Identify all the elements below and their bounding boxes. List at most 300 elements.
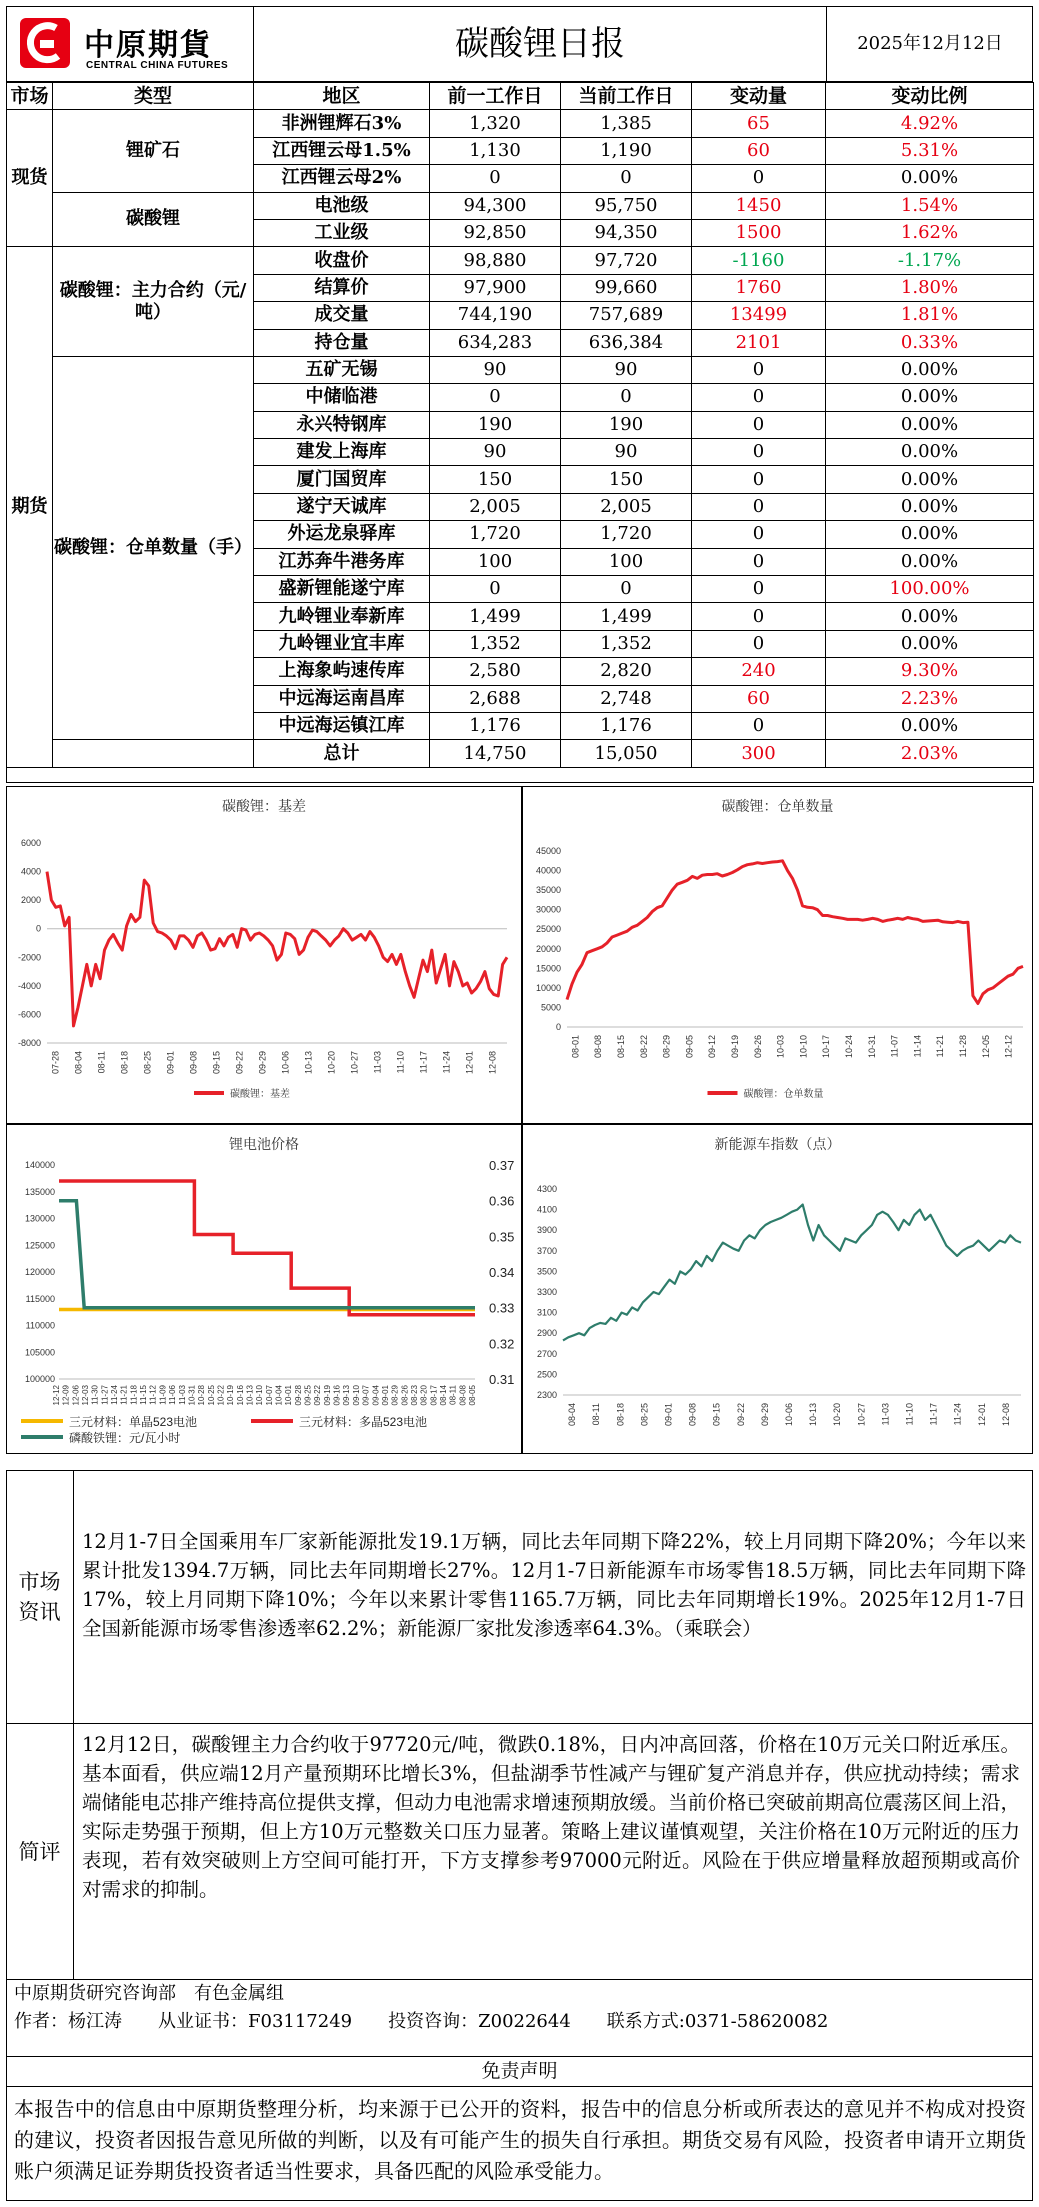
header-prev-day: 前一工作日 [430, 83, 561, 110]
prev-day-cell: 97,900 [430, 274, 561, 301]
prev-day-cell: 1,176 [430, 712, 561, 739]
x-tick-label: 10-16 [235, 1385, 245, 1406]
y-tick-label: 4100 [536, 1204, 557, 1215]
author-text: 作者：杨江涛 从业证书：F03117249 投资咨询：Z0022644 联系方式:0371-58620082 [14, 2011, 829, 2032]
change-pct-cell: 0.00% [826, 630, 1034, 657]
change-cell: 13499 [692, 302, 826, 329]
region-cell: 江苏奔牛港务库 [254, 548, 430, 575]
x-tick-label: 08-18 [119, 1051, 130, 1075]
y-tick-label: 2700 [536, 1348, 557, 1359]
y-tick-label: 4300 [536, 1184, 557, 1194]
x-tick-label: 12-01 [464, 1051, 475, 1075]
market-info-text: 12月1-7日全国乘用车厂家新能源批发19.1万辆，同比去年同期下降22%，较上月同期下降20%；今年以来累计批发1394.7万辆，同比去年同期增长27%。12月1-7日新能源车市场零售18.5万辆，同比去年同期下降17%，较上月同期下降10%；今年以来累计零售1165.7万辆，同比去年同期增长19%。2025年12月1-7日全国新能源市场零售渗透率62.2%；新能源厂家批发渗透率64.3%。（乘联会） [82, 1530, 1026, 1640]
type-cell-main-contract: 碳酸锂：主力合约（元/吨） [53, 247, 254, 357]
x-tick-label: 10-06 [784, 1403, 794, 1427]
region-cell: 厦门国贸库 [254, 466, 430, 493]
y-right-tick-label: 0.32 [489, 1336, 515, 1352]
y-tick-label: 3300 [536, 1287, 557, 1297]
prev-day-cell: 190 [430, 411, 561, 438]
x-tick-label: 09-26 [752, 1035, 763, 1059]
x-tick-label: 08-11 [591, 1403, 602, 1426]
x-tick-label: 09-12 [707, 1035, 718, 1059]
x-tick-label: 08-25 [142, 1051, 153, 1075]
y-tick-label: 3700 [536, 1245, 557, 1256]
region-cell: 江西锂云母1.5% [254, 137, 430, 164]
prev-day-cell: 0 [430, 165, 561, 192]
change-cell: 300 [692, 740, 826, 767]
prev-day-cell: 94,300 [430, 192, 561, 219]
x-tick-label: 08-29 [661, 1035, 672, 1059]
change-pct-cell: 9.30% [826, 658, 1034, 685]
x-tick-label: 10-10 [798, 1035, 809, 1059]
region-cell: 中远海运南昌库 [254, 685, 430, 712]
y-tick-label: 3500 [536, 1266, 557, 1277]
change-pct-cell: 4.92% [826, 110, 1034, 137]
change-pct-cell: 0.00% [826, 603, 1034, 630]
change-pct-cell: 1.81% [826, 302, 1034, 329]
y-tick-label: 4000 [20, 866, 41, 877]
change-cell: 60 [692, 685, 826, 712]
x-tick-label: 09-28 [293, 1385, 303, 1406]
change-cell: 65 [692, 110, 826, 137]
y-left-tick-label: 115000 [25, 1293, 55, 1304]
prev-day-cell: 2,688 [430, 685, 561, 712]
y-left-tick-label: 120000 [24, 1267, 55, 1277]
prev-day-cell: 744,190 [430, 302, 561, 329]
nev-index-chart [522, 1124, 1033, 1454]
logo-mark-icon [20, 18, 70, 68]
y-tick-label: 5000 [540, 1002, 561, 1013]
change-pct-cell: 0.00% [826, 712, 1034, 739]
table-row [7, 740, 1034, 767]
table-row [7, 110, 1034, 137]
x-tick-label: 10-27 [856, 1403, 867, 1427]
x-tick-label: 10-19 [226, 1385, 236, 1406]
x-tick-label: 12-08 [1000, 1403, 1011, 1427]
x-tick-label: 09-29 [257, 1051, 268, 1075]
x-tick-label: 09-08 [687, 1403, 698, 1427]
series-line [47, 872, 507, 1026]
disclaimer-title: 免责声明 [481, 2060, 558, 2082]
company-logo [6, 6, 254, 82]
x-tick-label: 08-08 [458, 1385, 468, 1406]
x-tick-label: 11-21 [119, 1385, 129, 1405]
x-tick-label: 08-29 [390, 1385, 400, 1406]
x-tick-label: 11-24 [441, 1051, 452, 1074]
change-pct-cell: 1.80% [826, 274, 1034, 301]
x-tick-label: 08-14 [438, 1385, 448, 1406]
curr-day-cell: 100 [561, 548, 692, 575]
region-cell: 总计 [254, 740, 430, 767]
x-tick-label: 09-01 [663, 1403, 674, 1427]
x-tick-label: 11-06 [168, 1385, 178, 1405]
curr-day-cell: 636,384 [561, 329, 692, 356]
region-cell: 永兴特钢库 [254, 411, 430, 438]
x-tick-label: 11-14 [912, 1035, 923, 1058]
region-cell: 持仓量 [254, 329, 430, 356]
prev-day-cell: 634,283 [430, 329, 561, 356]
x-tick-label: 11-17 [418, 1051, 429, 1074]
x-tick-label: 11-27 [100, 1385, 110, 1405]
x-tick-label: 11-24 [110, 1385, 120, 1405]
curr-day-cell: 15,050 [561, 740, 692, 767]
table-row [7, 247, 1034, 274]
x-tick-label: 11-10 [395, 1051, 406, 1074]
y-tick-label: 15000 [535, 963, 561, 974]
table-row [7, 192, 1034, 219]
comment-label: 简评 [6, 1724, 74, 1980]
x-tick-label: 10-07 [264, 1385, 274, 1406]
legend-label: 碳酸锂：基差 [230, 1089, 290, 1100]
change-pct-cell: 1.54% [826, 192, 1034, 219]
x-tick-label: 10-13 [303, 1051, 314, 1075]
header-type: 类型 [53, 83, 254, 110]
change-pct-cell: 0.00% [826, 521, 1034, 548]
change-cell: 0 [692, 439, 826, 466]
y-tick-label: 2500 [536, 1369, 557, 1380]
x-tick-label: 10-22 [216, 1385, 226, 1406]
header-change-pct: 变动比例 [826, 83, 1034, 110]
footer-divider [6, 2056, 1033, 2057]
type-cell-warrant: 碳酸锂：仓单数量（手） [53, 356, 254, 739]
y-tick-label: 40000 [535, 865, 561, 876]
change-cell: 0 [692, 576, 826, 603]
curr-day-cell: 150 [561, 466, 692, 493]
curr-day-cell: 1,352 [561, 630, 692, 657]
x-tick-label: 10-28 [197, 1385, 207, 1406]
x-tick-label: 08-26 [400, 1385, 410, 1406]
change-pct-cell: 0.00% [826, 411, 1034, 438]
y-tick-label: 6000 [20, 838, 41, 848]
curr-day-cell: 90 [561, 439, 692, 466]
x-tick-label: 11-09 [158, 1385, 168, 1405]
y-tick-label: -2000 [17, 952, 41, 963]
x-tick-label: 11-10 [904, 1403, 915, 1426]
change-cell: 0 [692, 411, 826, 438]
x-tick-label: 12-09 [61, 1385, 71, 1406]
x-tick-label: 11-30 [90, 1385, 100, 1405]
region-cell: 收盘价 [254, 247, 430, 274]
change-cell: 1760 [692, 274, 826, 301]
curr-day-cell: 2,748 [561, 685, 692, 712]
battery-price-chart [6, 1124, 522, 1454]
curr-day-cell: 99,660 [561, 274, 692, 301]
curr-day-cell: 190 [561, 411, 692, 438]
y-tick-label: 10000 [535, 982, 561, 993]
logo-en-text: CENTRAL CHINA FUTURES [86, 60, 229, 71]
x-tick-label: 10-17 [821, 1035, 832, 1059]
x-tick-label: 09-01 [165, 1051, 176, 1075]
change-cell: 0 [692, 548, 826, 575]
curr-day-cell: 0 [561, 576, 692, 603]
prev-day-cell: 90 [430, 356, 561, 383]
change-cell: 0 [692, 521, 826, 548]
x-tick-label: 09-16 [332, 1385, 342, 1406]
region-cell: 中远海运镇江库 [254, 712, 430, 739]
x-tick-label: 08-04 [73, 1051, 84, 1075]
legend-label: 磷酸铁锂：元/瓦小时 [69, 1431, 181, 1445]
type-cell-empty [53, 740, 254, 767]
region-cell: 中储临港 [254, 384, 430, 411]
curr-day-cell: 1,190 [561, 137, 692, 164]
header-market: 市场 [7, 83, 53, 110]
header-change: 变动量 [692, 83, 826, 110]
x-tick-label: 09-13 [342, 1385, 352, 1406]
region-cell: 九岭锂业宜丰库 [254, 630, 430, 657]
report-title: 碳酸锂日报 [254, 6, 827, 82]
change-pct-cell: 0.00% [826, 356, 1034, 383]
x-tick-label: 10-20 [326, 1051, 337, 1075]
y-right-tick-label: 0.35 [489, 1229, 515, 1245]
change-cell: 0 [692, 603, 826, 630]
x-tick-label: 08-23 [409, 1385, 419, 1406]
prev-day-cell: 98,880 [430, 247, 561, 274]
x-tick-label: 08-15 [616, 1035, 626, 1059]
x-tick-label: 12-12 [52, 1385, 61, 1406]
curr-day-cell: 2,820 [561, 658, 692, 685]
warrant-chart [522, 786, 1033, 1124]
region-cell: 遂宁天诚库 [254, 493, 430, 520]
curr-day-cell: 2,005 [561, 493, 692, 520]
y-left-tick-label: 130000 [24, 1213, 55, 1224]
y-right-tick-label: 0.33 [489, 1300, 515, 1316]
x-tick-label: 11-15 [139, 1385, 149, 1405]
y-tick-label: 3100 [536, 1307, 557, 1318]
x-tick-label: 09-22 [313, 1385, 323, 1406]
x-tick-label: 08-11 [96, 1051, 107, 1074]
curr-day-cell: 1,385 [561, 110, 692, 137]
y-right-tick-label: 0.31 [489, 1372, 515, 1387]
change-pct-cell: 5.31% [826, 137, 1034, 164]
change-cell: 0 [692, 630, 826, 657]
y-tick-label: 0 [35, 923, 41, 934]
x-tick-label: 09-04 [371, 1385, 381, 1406]
region-cell: 成交量 [254, 302, 430, 329]
x-tick-label: 09-07 [361, 1385, 371, 1406]
y-left-tick-label: 105000 [24, 1347, 55, 1358]
region-cell: 盛新锂能遂宁库 [254, 576, 430, 603]
x-tick-label: 11-21 [935, 1035, 946, 1058]
change-pct-cell: 2.03% [826, 740, 1034, 767]
prev-day-cell: 0 [430, 384, 561, 411]
region-cell: 工业级 [254, 219, 430, 246]
prev-day-cell: 92,850 [430, 219, 561, 246]
x-tick-label: 09-10 [351, 1385, 361, 1406]
y-tick-label: 30000 [535, 904, 561, 915]
x-tick-label: 08-20 [419, 1385, 429, 1406]
y-tick-label: 25000 [535, 924, 561, 935]
change-cell: 60 [692, 137, 826, 164]
report-date: 2025年12月12日 [857, 33, 1003, 54]
y-tick-label: -8000 [17, 1038, 41, 1048]
x-tick-label: 11-03 [880, 1403, 891, 1426]
x-tick-label: 08-01 [570, 1035, 581, 1059]
x-tick-label: 09-19 [322, 1385, 332, 1406]
x-tick-label: 10-31 [187, 1385, 197, 1406]
region-cell: 江西锂云母2% [254, 165, 430, 192]
change-cell: 2101 [692, 329, 826, 356]
region-cell: 九岭锂业奉新库 [254, 603, 430, 630]
x-tick-label: 11-24 [952, 1403, 963, 1426]
table-spacer-cell [7, 767, 1034, 782]
change-cell: 240 [692, 658, 826, 685]
region-cell: 结算价 [254, 274, 430, 301]
y-right-tick-label: 0.37 [489, 1158, 515, 1173]
region-cell: 上海象屿速传库 [254, 658, 430, 685]
x-tick-label: 09-08 [188, 1051, 199, 1075]
x-tick-label: 10-13 [245, 1385, 255, 1406]
y-tick-label: 2300 [536, 1390, 557, 1400]
legend-label: 三元材料：多晶523电池 [299, 1415, 428, 1429]
change-pct-cell: 1.62% [826, 219, 1034, 246]
x-tick-label: 09-05 [684, 1035, 695, 1059]
y-right-tick-label: 0.34 [489, 1265, 515, 1280]
prev-day-cell: 2,580 [430, 658, 561, 685]
curr-day-cell: 90 [561, 356, 692, 383]
x-tick-label: 11-03 [177, 1385, 187, 1405]
curr-day-cell: 1,720 [561, 521, 692, 548]
region-cell: 五矿无锡 [254, 356, 430, 383]
region-cell: 建发上海库 [254, 439, 430, 466]
prev-day-cell: 1,352 [430, 630, 561, 657]
curr-day-cell: 0 [561, 384, 692, 411]
change-pct-cell: 0.00% [826, 439, 1034, 466]
prev-day-cell: 1,130 [430, 137, 561, 164]
x-tick-label: 12-08 [487, 1051, 498, 1075]
curr-day-cell: 95,750 [561, 192, 692, 219]
legend-label: 三元材料：单晶523电池 [69, 1415, 198, 1429]
change-pct-cell: 0.33% [826, 329, 1034, 356]
comment-text: 12月12日，碳酸锂主力合约收于97720元/吨，微跌0.18%，日内冲高回落，价格在10万元关口附近承压。基本面看，供应端12月产量预期环比增长3%，但盐湖季节性减产与锂矿复产消息并存，供应扰动持续；需求端储能电芯排产维持高位提供支撑，但动力电池需求增速预期放缓。当前价格已突破前期高位震荡区间上沿，实际走势强于预期，但上方10万元整数关口压力显著。策略上建议谨慎观望，关注价格在10万元附近的压力表现，若有效突破则上方空间可能打开，下方支撑参考97000元附近。风险在于供应增量释放超预期或高价对需求的抑制。 [82, 1733, 1020, 1901]
x-tick-label: 11-07 [889, 1035, 900, 1058]
x-tick-label: 08-04 [567, 1403, 578, 1427]
x-tick-label: 10-25 [206, 1385, 216, 1406]
x-tick-label: 12-12 [1003, 1035, 1014, 1059]
prev-day-cell: 2,005 [430, 493, 561, 520]
chart-title: 锂电池价格 [229, 1136, 299, 1152]
x-tick-label: 09-22 [234, 1051, 245, 1075]
y-tick-label: 45000 [535, 846, 561, 856]
prev-day-cell: 14,750 [430, 740, 561, 767]
x-tick-label: 11-03 [372, 1051, 383, 1074]
x-tick-label: 08-18 [615, 1403, 626, 1427]
x-tick-label: 08-17 [429, 1385, 439, 1406]
dept-text: 中原期货研究咨询部 有色金属组 [14, 1983, 284, 2004]
change-pct-cell: -1.17% [826, 247, 1034, 274]
x-tick-label: 10-10 [255, 1385, 265, 1406]
x-tick-label: 12-05 [980, 1035, 991, 1059]
change-pct-cell: 0.00% [826, 165, 1034, 192]
x-tick-label: 10-06 [280, 1051, 291, 1075]
x-tick-label: 12-03 [81, 1385, 91, 1406]
x-tick-label: 12-06 [71, 1385, 81, 1406]
table-spacer-row [7, 767, 1034, 782]
y-left-tick-label: 100000 [24, 1374, 55, 1384]
x-tick-label: 07-28 [50, 1051, 61, 1075]
curr-day-cell: 1,176 [561, 712, 692, 739]
curr-day-cell: 94,350 [561, 219, 692, 246]
change-cell: 0 [692, 466, 826, 493]
y-tick-label: 20000 [535, 943, 561, 954]
table-header-row [7, 83, 1034, 110]
type-cell-carbonate: 碳酸锂 [53, 192, 254, 247]
market-cell-spot: 现货 [7, 110, 53, 247]
series-line [563, 1205, 1021, 1341]
change-pct-cell: 0.00% [826, 466, 1034, 493]
market-cell-futures: 期货 [7, 247, 53, 767]
x-tick-label: 08-11 [448, 1385, 458, 1405]
change-pct-cell: 0.00% [826, 384, 1034, 411]
y-tick-label: 35000 [535, 885, 561, 896]
y-tick-label: -4000 [17, 980, 41, 991]
change-pct-cell: 0.00% [826, 548, 1034, 575]
x-tick-label: 09-25 [303, 1385, 313, 1406]
market-info-label: 市场资讯 [6, 1470, 74, 1724]
x-tick-label: 08-22 [638, 1035, 649, 1059]
prev-day-cell: 150 [430, 466, 561, 493]
x-tick-label: 08-05 [468, 1385, 477, 1406]
y-tick-label: 2900 [536, 1328, 557, 1339]
change-cell: 0 [692, 493, 826, 520]
y-left-tick-label: 110000 [25, 1320, 55, 1331]
header-region: 地区 [254, 83, 430, 110]
y-left-tick-label: 140000 [24, 1160, 55, 1170]
region-cell: 电池级 [254, 192, 430, 219]
x-tick-label: 10-20 [832, 1403, 843, 1427]
change-cell: 1500 [692, 219, 826, 246]
x-tick-label: 10-31 [866, 1035, 877, 1059]
x-tick-label: 11-12 [148, 1385, 158, 1405]
price-table [6, 82, 1034, 783]
chart-title: 碳酸锂：基差 [222, 798, 306, 814]
curr-day-cell: 97,720 [561, 247, 692, 274]
prev-day-cell: 0 [430, 576, 561, 603]
x-tick-label: 08-25 [639, 1403, 650, 1427]
change-pct-cell: 2.23% [826, 685, 1034, 712]
x-tick-label: 10-13 [808, 1403, 819, 1427]
x-tick-label: 09-01 [380, 1385, 390, 1406]
prev-day-cell: 1,499 [430, 603, 561, 630]
chart-title: 碳酸锂：仓单数量 [721, 798, 834, 814]
x-tick-label: 10-24 [844, 1035, 854, 1059]
y-left-tick-label: 125000 [24, 1240, 55, 1251]
x-tick-label: 11-28 [958, 1035, 968, 1058]
change-pct-cell: 100.00% [826, 576, 1034, 603]
x-tick-label: 08-08 [593, 1035, 604, 1059]
x-tick-label: 11-17 [928, 1403, 939, 1426]
region-cell: 非洲锂辉石3% [254, 110, 430, 137]
footer-divider-2 [6, 2086, 1033, 2087]
x-tick-label: 12-01 [976, 1403, 987, 1427]
header-curr-day: 当前工作日 [561, 83, 692, 110]
change-cell: 0 [692, 356, 826, 383]
series-line-2 [59, 1181, 475, 1315]
change-cell: -1160 [692, 247, 826, 274]
type-cell-ore: 锂矿石 [53, 110, 254, 192]
x-tick-label: 09-29 [759, 1403, 770, 1427]
curr-day-cell: 1,499 [561, 603, 692, 630]
y-left-tick-label: 135000 [24, 1186, 55, 1197]
region-cell: 外运龙泉驿库 [254, 521, 430, 548]
y-tick-label: 2000 [20, 895, 41, 906]
logo-cn-text: 中原期貨 [84, 28, 212, 63]
legend-label: 碳酸锂：仓单数量 [743, 1089, 824, 1100]
chart-title: 新能源车指数（点） [714, 1136, 841, 1152]
disclaimer-text: 本报告中的信息由中原期货整理分析，均来源于已公开的资料，报告中的信息分析或所表达的意见并不构成对投资的建议，投资者因报告意见所做的判断，以及有可能产生的损失自行承担。期货交易有风险，投资者申请开立期货账户须满足证券期货投资者适当性要求，具备匹配的风险承受能力。 [14, 2097, 1026, 2183]
x-tick-label: 10-04 [274, 1385, 284, 1406]
y-tick-label: 3900 [536, 1225, 557, 1236]
basis-chart [6, 786, 522, 1124]
